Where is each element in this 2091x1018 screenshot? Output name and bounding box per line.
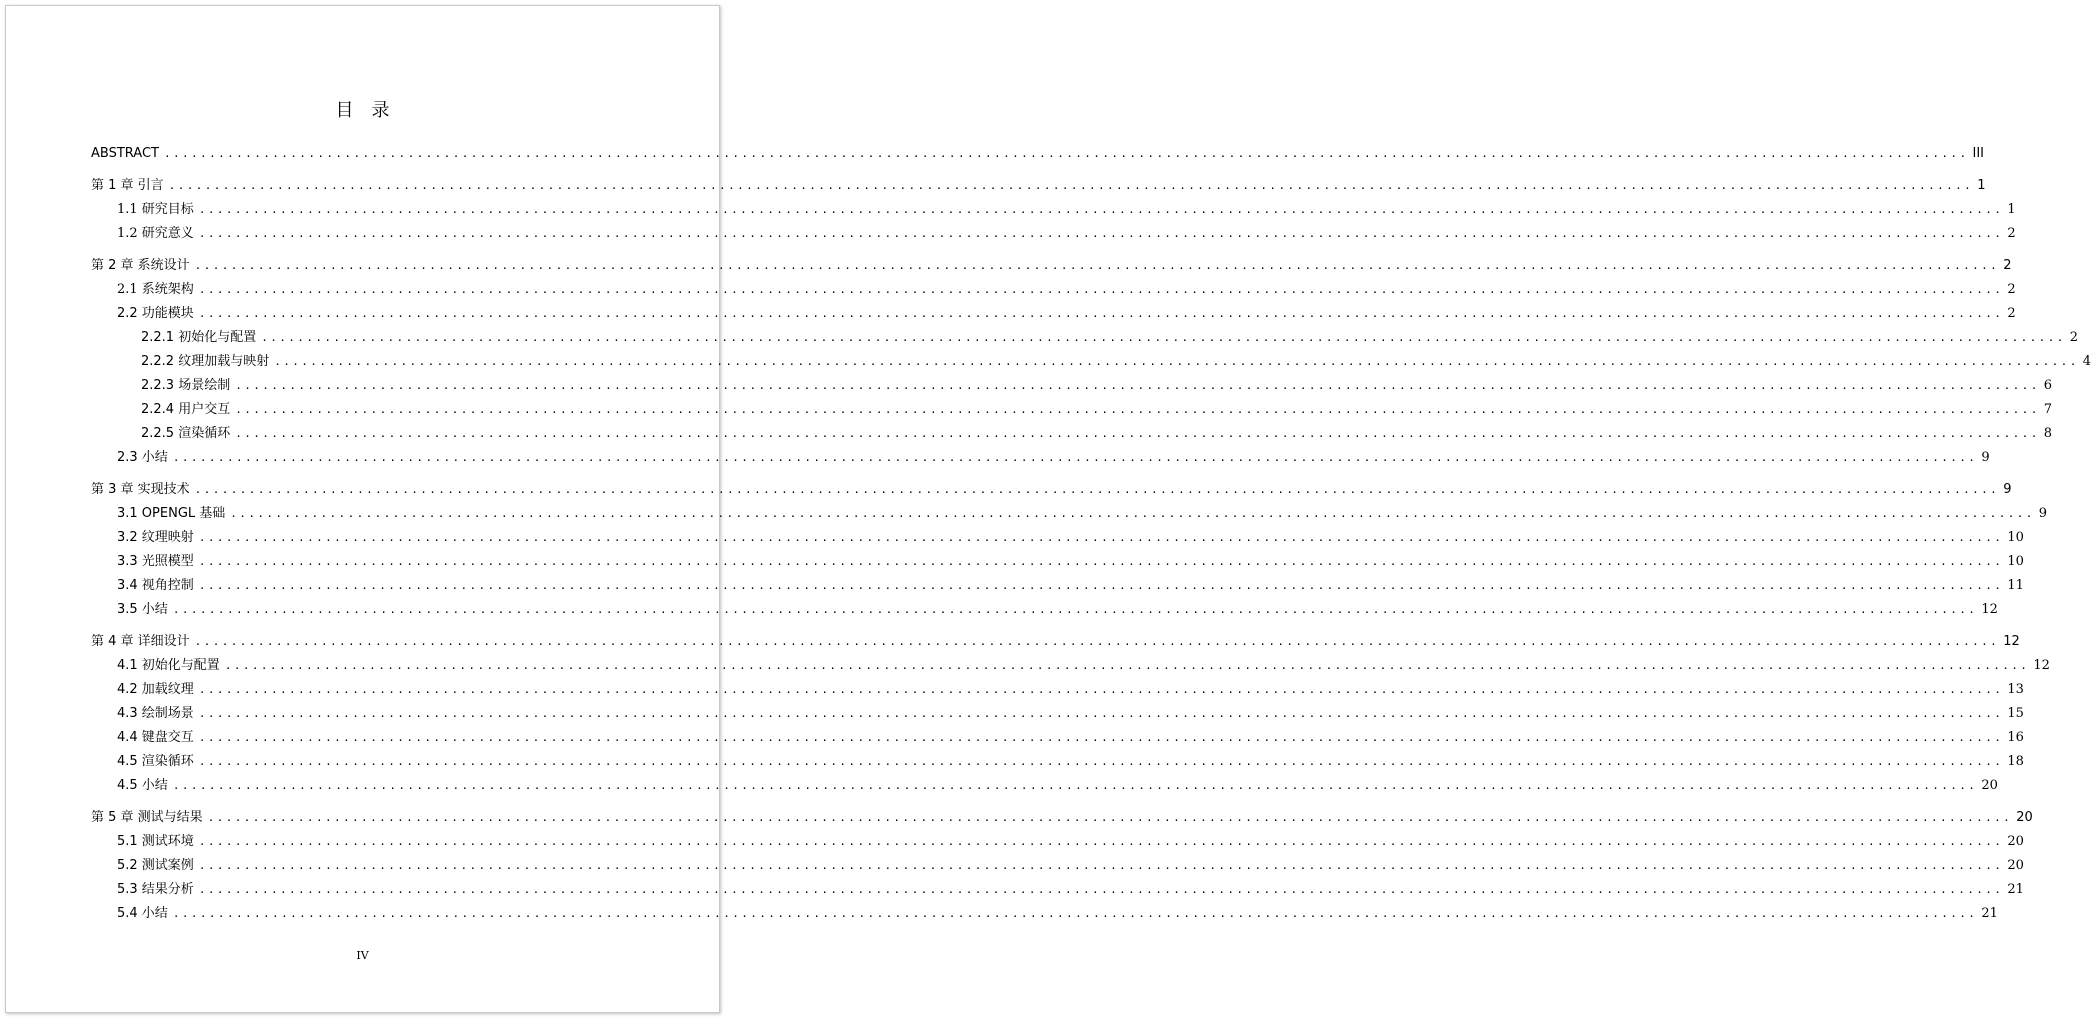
toc-dot-leader: ........................................................................................................................................................................................................: [194, 635, 2000, 648]
toc-entry-page: 2: [2007, 226, 2016, 241]
toc-entry[interactable]: [117, 306, 2016, 322]
toc-entry[interactable]: [117, 882, 2024, 898]
toc-title: 目 录: [335, 100, 390, 121]
toc-dot-leader: ........................................................................................................................................................................................................: [235, 403, 2040, 416]
toc-entry-title: 4.1 初始化与配置: [117, 658, 220, 673]
toc-entry-page: 15: [2007, 706, 2024, 721]
toc-entry-title: 3.1 OPENGL 基础: [117, 506, 226, 521]
toc-entry-page: 1: [1977, 178, 1986, 193]
toc-entry-title: 2.2 功能模块: [117, 306, 194, 321]
toc-entry-page: 4: [2082, 354, 2091, 369]
toc-entry-title: 第 5 章 测试与结果: [91, 810, 203, 825]
toc-dot-leader: ........................................................................................................................................................................................................: [261, 331, 2066, 344]
toc-dot-leader: ........................................................................................................................................................................................................: [198, 883, 2004, 896]
toc-entry-title: 第 3 章 实现技术: [91, 482, 190, 497]
toc-entry[interactable]: [117, 202, 2016, 218]
toc-entry-page: 21: [1981, 906, 1998, 921]
toc-entry-page: 18: [2007, 754, 2024, 769]
toc-entry[interactable]: [141, 354, 2091, 370]
toc-entry[interactable]: [117, 778, 1998, 794]
toc-entry[interactable]: [141, 426, 2053, 442]
toc-dot-leader: ........................................................................................................................................................................................................: [198, 203, 2004, 216]
toc-dot-leader: ........................................................................................................................................................................................................: [172, 907, 1978, 920]
toc-entry[interactable]: [91, 178, 1986, 194]
toc-entry[interactable]: [141, 378, 2053, 394]
toc-dot-leader: ........................................................................................................................................................................................................: [198, 731, 2004, 744]
toc-entry-page: 2: [2003, 258, 2012, 273]
toc-entry-title: 第 1 章 引言: [91, 178, 164, 193]
toc-entry-page: 20: [2016, 810, 2033, 825]
toc-dot-leader: ........................................................................................................................................................................................................: [163, 147, 1969, 160]
toc-dot-leader: ........................................................................................................................................................................................................: [235, 427, 2040, 440]
toc-entry[interactable]: [117, 730, 2024, 746]
toc-dot-leader: ........................................................................................................................................................................................................: [198, 683, 2004, 696]
toc-entry[interactable]: [117, 282, 2016, 298]
toc-entry-page: 12: [2033, 658, 2050, 673]
toc-entry-page: 11: [2007, 578, 2024, 593]
toc-entry-title: 2.2.1 初始化与配置: [141, 330, 257, 345]
toc-entry-page: 9: [1981, 450, 1990, 465]
toc-entry-page: 12: [1981, 602, 1998, 617]
toc-entry-title: 5.4 小结: [117, 906, 168, 921]
toc-entry[interactable]: [117, 554, 2024, 570]
toc-dot-leader: ........................................................................................................................................................................................................: [198, 835, 2004, 848]
toc-entry-page: 20: [1981, 778, 1998, 793]
toc-entry-title: 2.2.4 用户交互: [141, 402, 231, 417]
toc-entry[interactable]: [117, 602, 1998, 618]
toc-entry-title: 5.1 测试环境: [117, 834, 194, 849]
document-page: [5, 5, 2091, 1013]
toc-entry-page: 20: [2007, 858, 2024, 873]
toc-entry-page: 2: [2007, 282, 2016, 297]
toc-entry[interactable]: [117, 226, 2016, 242]
toc-dot-leader: ........................................................................................................................................................................................................: [172, 451, 1978, 464]
toc-entry-title: 2.2.3 场景绘制: [141, 378, 231, 393]
toc-entry-title: 3.2 纹理映射: [117, 530, 194, 545]
toc-entry[interactable]: [141, 330, 2079, 346]
toc-entry[interactable]: [141, 402, 2053, 418]
toc-entry-title: 2.2.2 纹理加载与映射: [141, 354, 270, 369]
toc-entry-page: 6: [2043, 378, 2053, 393]
toc-entry-title: 4.3 绘制场景: [117, 706, 194, 721]
toc-dot-leader: ........................................................................................................................................................................................................: [198, 283, 2004, 296]
toc-entry-title: 1.2 研究意义: [117, 226, 194, 241]
toc-dot-leader: ........................................................................................................................................................................................................: [198, 859, 2004, 872]
toc-dot-leader: ........................................................................................................................................................................................................: [198, 579, 2004, 592]
toc-entry[interactable]: [91, 482, 2012, 498]
toc-dot-leader: ........................................................................................................................................................................................................: [172, 779, 1978, 792]
toc-dot-leader: ........................................................................................................................................................................................................: [198, 707, 2004, 720]
toc-entry[interactable]: [117, 906, 1998, 922]
toc-entry[interactable]: [117, 682, 2024, 698]
toc-entry-title: 4.4 键盘交互: [117, 730, 194, 745]
toc-dot-leader: ........................................................................................................................................................................................................: [235, 379, 2040, 392]
toc-dot-leader: ........................................................................................................................................................................................................: [198, 307, 2004, 320]
toc-entry-page: 10: [2007, 554, 2024, 569]
toc-entry[interactable]: [91, 810, 2033, 826]
toc-entry-title: 第 2 章 系统设计: [91, 258, 190, 273]
toc-dot-leader: ........................................................................................................................................................................................................: [198, 555, 2004, 568]
toc-entry-page: 10: [2007, 530, 2024, 545]
toc-entry[interactable]: [117, 834, 2024, 850]
toc-entry-page: 7: [2043, 402, 2053, 417]
toc-dot-leader: ........................................................................................................................................................................................................: [230, 507, 2035, 520]
toc-dot-leader: ........................................................................................................................................................................................................: [194, 483, 2000, 496]
toc-entry[interactable]: [117, 530, 2024, 546]
toc-dot-leader: ........................................................................................................................................................................................................: [207, 811, 2013, 824]
toc-entry[interactable]: [117, 754, 2024, 770]
toc-dot-leader: ........................................................................................................................................................................................................: [198, 531, 2004, 544]
toc-entry-title: 2.1 系统架构: [117, 282, 194, 297]
toc-entry-title: 3.4 视角控制: [117, 578, 194, 593]
toc-entry-title: 2.3 小结: [117, 450, 168, 465]
toc-entry[interactable]: [91, 634, 2020, 650]
toc-entry-title: 4.5 小结: [117, 778, 168, 793]
toc-entry[interactable]: [91, 258, 2012, 274]
toc-entry-title: 2.2.5 渲染循环: [141, 426, 231, 441]
toc-entry-title: 5.3 结果分析: [117, 882, 194, 897]
toc-dot-leader: ........................................................................................................................................................................................................: [274, 355, 2079, 368]
toc-entry-page: 16: [2007, 730, 2024, 745]
toc-entry-page: III: [1972, 146, 1984, 161]
toc-entry[interactable]: [117, 578, 2024, 594]
toc-entry-page: 1: [2007, 202, 2016, 217]
toc-entry-title: ABSTRACT: [91, 146, 159, 161]
page-number: IV: [356, 949, 369, 962]
toc-dot-leader: ........................................................................................................................................................................................................: [194, 259, 2000, 272]
toc-dot-leader: ........................................................................................................................................................................................................: [168, 179, 1974, 192]
toc-dot-leader: ........................................................................................................................................................................................................: [224, 659, 2030, 672]
toc-dot-leader: ........................................................................................................................................................................................................: [198, 755, 2004, 768]
toc-entry-page: 12: [2003, 634, 2020, 649]
toc-entry[interactable]: [117, 658, 2050, 674]
toc-entry-page: 2: [2007, 306, 2016, 321]
toc-entry[interactable]: [117, 858, 2024, 874]
toc-entry-title: 4.2 加载纹理: [117, 682, 194, 697]
toc-entry-title: 3.5 小结: [117, 602, 168, 617]
toc-entry[interactable]: [117, 706, 2024, 722]
toc-entry-page: 9: [2003, 482, 2012, 497]
toc-entry-page: 13: [2007, 682, 2024, 697]
toc-entry[interactable]: [117, 506, 2048, 522]
toc-entry-title: 3.3 光照模型: [117, 554, 194, 569]
toc-entry-page: 20: [2007, 834, 2024, 849]
toc-entry-title: 4.5 渲染循环: [117, 754, 194, 769]
toc-dot-leader: ........................................................................................................................................................................................................: [172, 603, 1978, 616]
toc-dot-leader: ........................................................................................................................................................................................................: [198, 227, 2004, 240]
toc-entry-title: 5.2 测试案例: [117, 858, 194, 873]
toc-list: [6, 6, 2091, 1012]
toc-entry-title: 1.1 研究目标: [117, 202, 194, 217]
toc-entry-page: 9: [2038, 506, 2048, 521]
toc-entry-page: 2: [2069, 330, 2079, 345]
toc-entry-page: 8: [2043, 426, 2053, 441]
toc-entry-page: 21: [2007, 882, 2024, 897]
toc-entry[interactable]: [117, 450, 1990, 466]
toc-entry[interactable]: [91, 146, 1984, 162]
toc-entry-title: 第 4 章 详细设计: [91, 634, 190, 649]
